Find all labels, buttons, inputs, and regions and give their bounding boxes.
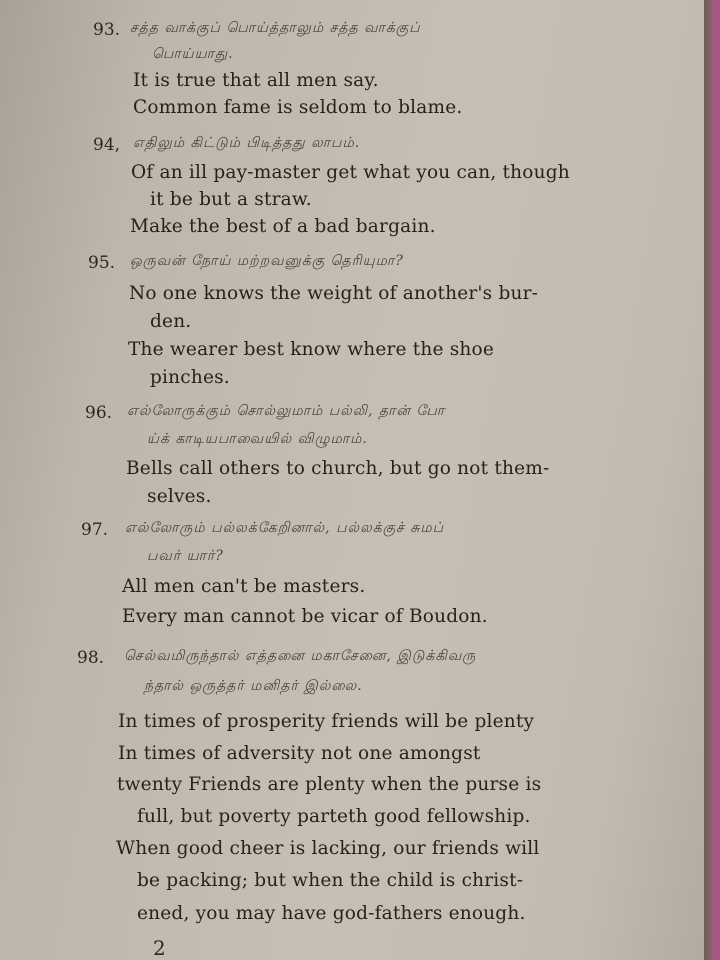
proverb-number: 97.	[81, 520, 109, 540]
english-line: it be but a straw.	[150, 189, 312, 210]
tamil-line: ய்க் காடியபாவையில் விழுமாம்.	[147, 431, 368, 447]
english-line: Every man cannot be vicar of Boudon.	[122, 606, 488, 627]
english-line: selves.	[147, 486, 212, 507]
english-line: When good cheer is lacking, our friends will	[116, 838, 540, 859]
tamil-line: எல்லோருக்கும் சொல்லுமாம் பல்லி, தான் போ	[127, 403, 446, 419]
english-line: be packing; but when the child is christ-	[137, 870, 524, 891]
english-line: Make the best of a bad bargain.	[130, 216, 436, 237]
page-edge	[704, 0, 720, 960]
tamil-line: பவர் யார்?	[147, 548, 224, 564]
tamil-line: சத்த வாக்குப் பொய்த்தாலும் சத்த வாக்குப்	[130, 20, 421, 36]
english-line: den.	[150, 311, 192, 332]
english-line: It is true that all men say.	[133, 70, 379, 91]
tamil-line: ந்தால் ஒருத்தர் மனிதர் இல்லை.	[144, 678, 363, 694]
english-line: Bells call others to church, but go not them-	[126, 458, 550, 479]
english-line: Of an ill pay-master get what you can, though	[131, 162, 570, 183]
english-line: In times of prosperity friends will be plenty	[118, 711, 535, 732]
tamil-line: ஒருவன் நோய் மற்றவனுக்கு தெரியுமா?	[130, 253, 404, 269]
proverb-number: 96.	[85, 403, 113, 423]
proverb-number: 93.	[93, 20, 121, 40]
tamil-line: செல்வமிருந்தால் எத்தனை மகாசேனை, இடுக்கிவரு	[124, 648, 477, 664]
english-line: twenty Friends are plenty when the purse is	[117, 774, 542, 795]
english-line: All men can't be masters.	[122, 576, 366, 597]
page-number: 2	[153, 936, 166, 960]
english-line: In times of adversity not one amongst	[118, 743, 481, 764]
tamil-line: எல்லோரும் பல்லக்கேறினால், பல்லக்குச் சுமப்	[125, 520, 445, 536]
tamil-line: பொய்யாது.	[152, 46, 234, 62]
english-line: full, but poverty parteth good fellowship.	[137, 806, 531, 827]
proverb-number: 95.	[88, 253, 116, 273]
tamil-line: எதிலும் கிட்டும் பிடித்தது லாபம்.	[133, 135, 361, 151]
proverb-number: 98.	[77, 648, 105, 668]
english-line: pinches.	[150, 367, 230, 388]
english-line: ened, you may have god-fathers enough.	[137, 903, 526, 924]
english-line: No one knows the weight of another's bur-	[129, 283, 539, 304]
english-line: Common fame is seldom to blame.	[133, 97, 463, 118]
english-line: The wearer best know where the shoe	[128, 339, 495, 360]
proverb-number: 94,	[93, 135, 121, 155]
